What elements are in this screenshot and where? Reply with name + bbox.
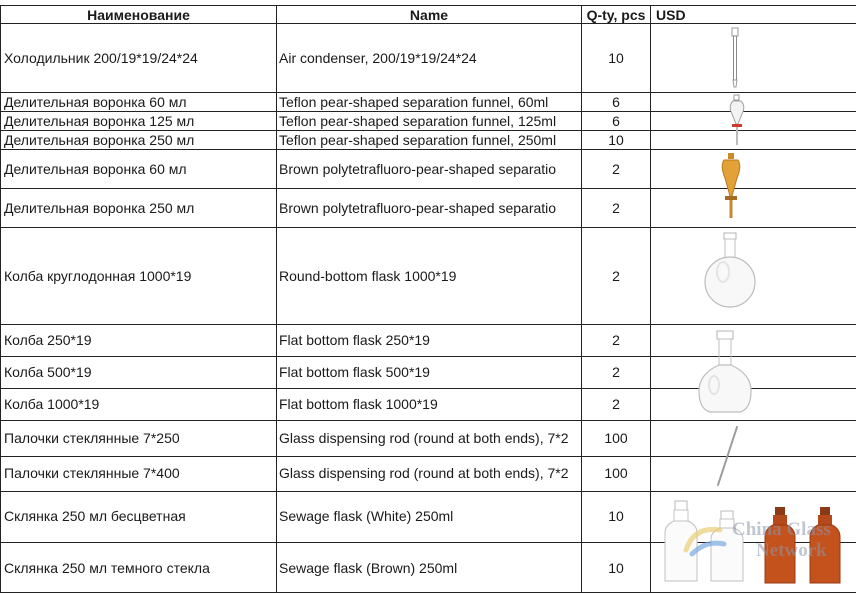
cell-name-en[interactable]: Flat bottom flask 1000*19 [279, 396, 438, 412]
cell-qty[interactable]: 10 [608, 50, 624, 66]
cell-qty[interactable]: 2 [612, 161, 620, 177]
cell-name-ru[interactable]: Делительная воронка 60 мл [4, 161, 187, 177]
row-border [0, 491, 856, 492]
row-border [0, 149, 856, 150]
cell-name-ru[interactable]: Холодильник 200/19*19/24*24 [4, 50, 198, 66]
cell-name-en[interactable]: Glass dispensing rod (round at both ends), 7*2 [279, 465, 569, 481]
row-border [0, 227, 856, 228]
row-border [0, 592, 856, 593]
cell-name-ru[interactable]: Колба круглодонная 1000*19 [4, 268, 192, 284]
cell-name-ru[interactable]: Палочки стеклянные 7*250 [4, 430, 180, 446]
cell-qty[interactable]: 10 [608, 132, 624, 148]
cell-qty[interactable]: 2 [612, 396, 620, 412]
cell-name-ru[interactable]: Делительная воронка 125 мл [4, 113, 195, 129]
cell-name-ru[interactable]: Делительная воронка 60 мл [4, 94, 187, 110]
header-qty[interactable]: Q-ty, pcs [586, 7, 646, 23]
row-border [0, 420, 856, 421]
cell-name-ru[interactable]: Палочки стеклянные 7*400 [4, 465, 180, 481]
cell-name-en[interactable]: Teflon pear-shaped separation funnel, 250ml [279, 132, 557, 148]
cell-name-en[interactable]: Glass dispensing rod (round at both ends), 7*2 [279, 430, 569, 446]
cell-name-ru[interactable]: Колба 1000*19 [4, 396, 100, 412]
cell-name-ru[interactable]: Колба 250*19 [4, 332, 92, 348]
cell-qty[interactable]: 2 [612, 200, 620, 216]
air-condenser-image [725, 27, 745, 89]
cell-qty[interactable]: 100 [604, 465, 628, 481]
cell-name-ru[interactable]: Колба 500*19 [4, 364, 92, 380]
cell-qty[interactable]: 10 [608, 508, 624, 524]
cell-name-en[interactable]: Sewage flask (Brown) 250ml [279, 560, 458, 576]
cell-name-en[interactable]: Flat bottom flask 250*19 [279, 332, 430, 348]
cell-name-en[interactable]: Brown polytetrafluoro-pear-shaped separatio [279, 161, 557, 177]
glass-rod-image [712, 424, 742, 488]
watermark-text: China Glass [732, 519, 831, 540]
cell-name-en[interactable]: Air condenser, 200/19*19/24*24 [279, 50, 477, 66]
cell-qty[interactable]: 100 [604, 430, 628, 446]
cell-name-en[interactable]: Round-bottom flask 1000*19 [279, 268, 457, 284]
watermark-text: Network [756, 540, 827, 561]
header-name-en[interactable]: Name [409, 7, 449, 23]
header-usd[interactable]: USD [656, 7, 686, 23]
column-border [276, 5, 277, 593]
cell-qty[interactable]: 2 [612, 268, 620, 284]
cell-name-ru[interactable]: Склянка 250 мл темного стекла [4, 560, 210, 576]
teflon-funnel-image [726, 94, 748, 148]
row-border [0, 324, 856, 325]
cell-name-ru[interactable]: Склянка 250 мл бесцветная [4, 508, 186, 524]
cell-qty[interactable]: 6 [612, 113, 620, 129]
flat-bottom-flask-image [696, 330, 754, 416]
column-border [650, 5, 651, 593]
cell-name-en[interactable]: Teflon pear-shaped separation funnel, 125ml [279, 113, 557, 129]
cell-name-en[interactable]: Teflon pear-shaped separation funnel, 60ml [279, 94, 549, 110]
header-name-ru[interactable]: Наименование [87, 7, 190, 23]
amber-funnel-image [718, 152, 744, 222]
cell-qty[interactable]: 6 [612, 94, 620, 110]
cell-name-ru[interactable]: Делительная воронка 250 мл [4, 132, 195, 148]
cell-qty[interactable]: 2 [612, 364, 620, 380]
cell-name-en[interactable]: Flat bottom flask 500*19 [279, 364, 430, 380]
column-border [0, 5, 1, 593]
cell-name-en[interactable]: Brown polytetrafluoro-pear-shaped separatio [279, 200, 557, 216]
cell-qty[interactable]: 10 [608, 560, 624, 576]
cell-name-en[interactable]: Sewage flask (White) 250ml [279, 508, 454, 524]
cell-name-ru[interactable]: Делительная воронка 250 мл [4, 200, 195, 216]
round-bottom-flask-image [699, 232, 761, 310]
watermark-logo-icon [680, 520, 730, 560]
cell-qty[interactable]: 2 [612, 332, 620, 348]
